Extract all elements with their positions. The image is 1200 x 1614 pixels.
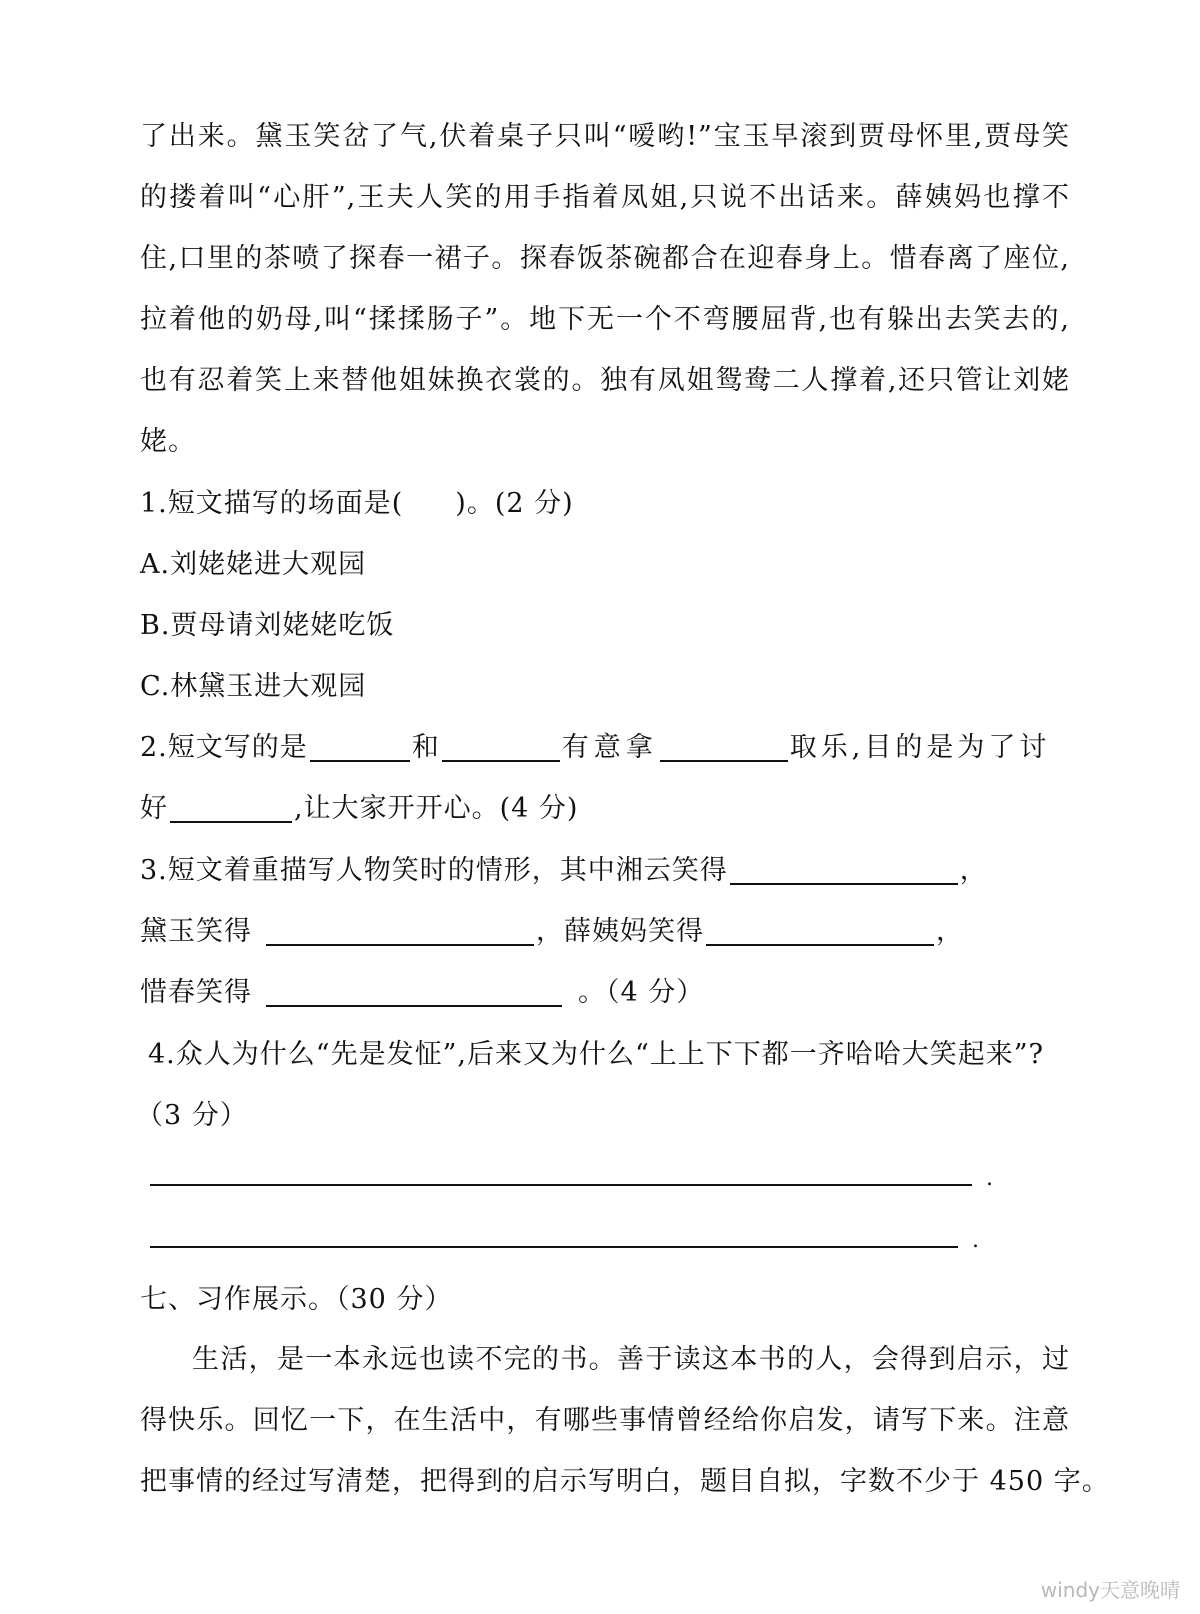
passage-line-3: 住,口里的茶喷了探春一裙子。探春饭茶碗都合在迎春身上。惜春离了座位, — [140, 243, 1070, 274]
watermark: windy天意晚晴 — [1040, 1578, 1180, 1602]
question-2-part-3: 有意拿 — [561, 732, 658, 763]
question-3-part-5: 。（4 分） — [578, 977, 705, 1008]
passage-line-2: 的搂着叫“心肝”,王夫人笑的用手指着凤姐,只说不出话来。薛姨妈也撑不 — [140, 182, 1070, 213]
answer-blank[interactable] — [660, 730, 788, 762]
answer-blank[interactable] — [730, 853, 958, 885]
question-2-line-2 — [140, 789, 1070, 829]
answer-blank[interactable] — [266, 975, 562, 1007]
answer-line-1[interactable] — [150, 1184, 972, 1186]
answer-blank[interactable] — [310, 730, 410, 762]
question-3-line-3 — [140, 973, 1070, 1013]
answer-blank[interactable] — [706, 914, 934, 946]
question-4-score: （3 分） — [136, 1100, 248, 1131]
answer-blank[interactable] — [170, 791, 292, 823]
answer-line-2-period: . — [972, 1228, 979, 1253]
answer-blank[interactable] — [442, 730, 560, 762]
question-3-line-2 — [140, 912, 1070, 952]
passage-line-6: 姥。 — [140, 426, 196, 457]
question-3-part-2: 黛玉笑得 — [140, 916, 252, 947]
passage-line-5: 也有忍着笑上来替他姐妹换衣裳的。独有凤姐鸳鸯二人撑着,还只管让刘姥 — [140, 365, 1070, 396]
question-3-part-1: 3.短文着重描写人物笑时的情形，其中湘云笑得 — [140, 855, 728, 886]
answer-line-2[interactable] — [150, 1246, 958, 1248]
question-2-part-4: 取乐,目的是为了讨 — [789, 732, 1051, 763]
question-1-option-b: B.贾母请刘姥姥吃饭 — [140, 610, 395, 641]
answer-blank[interactable] — [266, 914, 534, 946]
question-2-part-2: 和 — [411, 732, 440, 763]
section-7-line-1: 生活，是一本永远也读不完的书。善于读这本书的人，会得到启示，过 — [192, 1344, 1070, 1375]
question-1-stem-a: 1.短文描写的场面是( — [140, 488, 404, 519]
question-4-stem: 4.众人为什么“先是发怔”,后来又为什么“上上下下都一齐哈哈大笑起来”? — [148, 1039, 1045, 1070]
question-1-option-a: A.刘姥姥进大观园 — [140, 549, 367, 580]
section-7-line-3: 把事情的经过写清楚，把得到的启示写明白，题目自拟，字数不少于 450 字。 — [140, 1466, 1110, 1497]
question-3-line-1 — [140, 851, 1070, 891]
question-2-line-1 — [140, 728, 1070, 768]
passage-line-1: 了出来。黛玉笑岔了气,伏着桌子只叫“嗳哟!”宝玉早滚到贾母怀里,贾母笑 — [140, 121, 1070, 152]
answer-line-1-period: . — [986, 1166, 993, 1191]
question-2-part-1: 2.短文写的是 — [140, 732, 308, 763]
question-3-comma-2: ， — [936, 916, 964, 947]
question-1-stem-b: )。(2 分) — [455, 488, 574, 519]
section-7-title: 七、习作展示。（30 分） — [140, 1284, 453, 1315]
question-3-comma-1: ， — [959, 855, 988, 886]
section-7-line-2: 得快乐。回忆一下，在生活中，有哪些事情曾经给你启发，请写下来。注意 — [140, 1405, 1070, 1436]
question-2-part-6: ,让大家开开心。(4 分) — [294, 793, 579, 824]
passage-line-4: 拉着他的奶母,叫“揉揉肠子”。地下无一个不弯腰屈背,也有躲出去笑去的, — [140, 304, 1070, 335]
question-3-part-4: 惜春笑得 — [140, 977, 252, 1008]
question-2-part-5: 好 — [140, 793, 168, 824]
question-1-option-c: C.林黛玉进大观园 — [140, 671, 367, 702]
question-1-stem — [140, 484, 1070, 524]
question-3-part-3: ，薛姨妈笑得 — [536, 916, 704, 947]
